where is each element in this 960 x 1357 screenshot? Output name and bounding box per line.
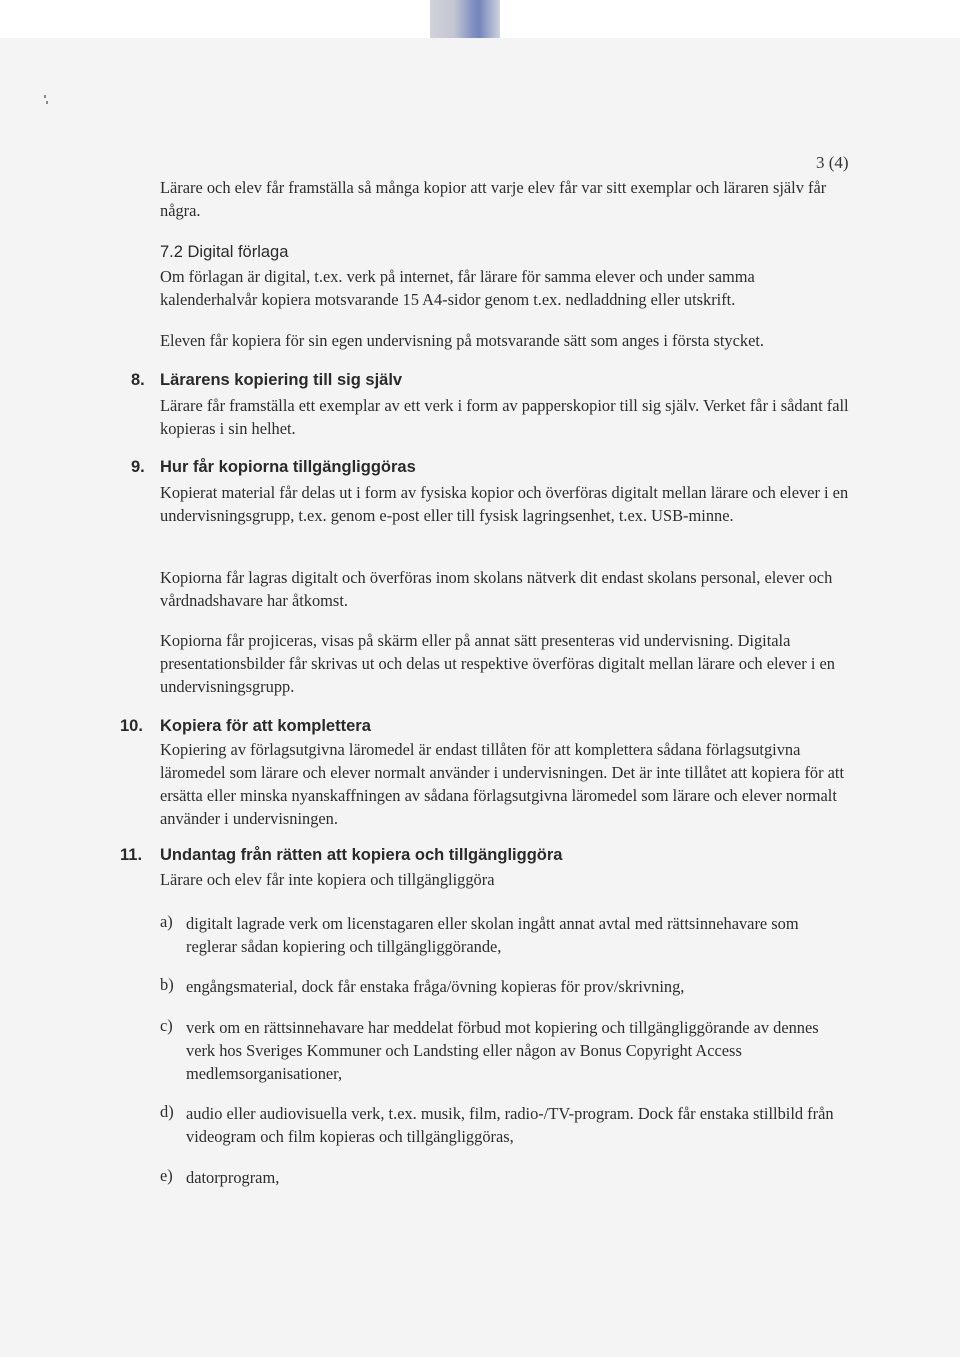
- section-title: Lärarens kopiering till sig själv: [160, 371, 403, 389]
- scan-artifact: [430, 0, 500, 38]
- list-item-label: b): [160, 975, 174, 994]
- subsection-paragraph: Om förlagan är digital, t.ex. verk på internet, får lärare för samma elever och under samma kalenderhalvår kopiera motsvarande 15 A4-sidor genom t.ex. nedladdning eller utskrift.: [160, 267, 755, 309]
- section-title: Hur får kopiorna tillgängliggöras: [160, 458, 416, 476]
- page-number: 3 (4): [816, 153, 849, 172]
- intro-paragraph: Lärare och elev får framställa så många kopior att varje elev får var sitt exemplar och läraren själv får några.: [160, 178, 827, 220]
- list-item: engångsmaterial, dock får enstaka fråga/övning kopieras för prov/skrivning,: [186, 977, 685, 996]
- section-paragraph: Kopiorna får projiceras, visas på skärm eller på annat sätt presenteras vid undervisning. Digitala presentationsbilder får skrivas ut och delas ut respektive överföras digitalt mellan lärare och elever i en undervisningsgrupp.: [160, 631, 835, 696]
- list-item: datorprogram,: [186, 1168, 280, 1187]
- section-paragraph: Kopiering av förlagsutgivna läromedel är endast tillåten för att komplettera sådana förlagsutgivna läromedel som lärare och elever normalt använder i undervisningen. Det är inte tillåtet att kopiera för att ersätta eller minska nyanskaffningen av sådana förlagsutgivna läromedel som lärare och elever normalt använder i undervisningen.: [160, 740, 845, 828]
- section-paragraph: Kopierat material får delas ut i form av fysiska kopior och överföras digitalt mellan lärare och elever i en undervisningsgrupp, t.ex. genom e-post eller till fysisk lagringsenhet, t.ex. USB-minne.: [160, 483, 849, 525]
- list-item: audio eller audiovisuella verk, t.ex. musik, film, radio-/TV-program. Dock får enstaka stillbild från videogram och film kopieras och tillgängliggöras,: [186, 1104, 834, 1146]
- section-paragraph: Kopiorna får lagras digitalt och överföras inom skolans nätverk dit endast skolans personal, elever och vårdnadshavare har åtkomst.: [160, 568, 833, 610]
- section-number: 10.: [120, 717, 143, 735]
- scan-speck: [44, 95, 46, 98]
- subsection-paragraph-2: Eleven får kopiera för sin egen undervisning på motsvarande sätt som anges i första stycket.: [160, 331, 764, 350]
- list-item-label: a): [160, 912, 173, 931]
- section-number: 11.: [120, 846, 143, 864]
- section-title: Undantag från rätten att kopiera och tillgängliggöra: [160, 846, 563, 864]
- section-title: Kopiera för att komplettera: [160, 717, 371, 735]
- list-item-label: c): [160, 1016, 173, 1035]
- scan-speck: [46, 101, 48, 104]
- section-paragraph: Lärare får framställa ett exemplar av ett verk i form av papperskopior till sig själv. Verket får i sådant fall kopieras i sin helhet.: [160, 396, 849, 438]
- list-item: verk om en rättsinnehavare har meddelat förbud mot kopiering och tillgängliggörande av dennes verk hos Sveriges Kommuner och Landsting eller någon av Bonus Copyright Access medlemsorganisationer,: [186, 1018, 819, 1083]
- section-number: 9.: [131, 458, 145, 476]
- list-item-label: d): [160, 1102, 174, 1121]
- section-number: 8.: [131, 371, 145, 389]
- list-item: digitalt lagrade verk om licenstagaren eller skolan ingått annat avtal med rättsinnehavare som reglerar sådan kopiering och tillgängliggörande,: [186, 914, 799, 956]
- section-paragraph: Lärare och elev får inte kopiera och tillgängliggöra: [160, 870, 495, 889]
- list-item-label: e): [160, 1166, 173, 1185]
- subsection-title: 7.2 Digital förlaga: [160, 243, 289, 261]
